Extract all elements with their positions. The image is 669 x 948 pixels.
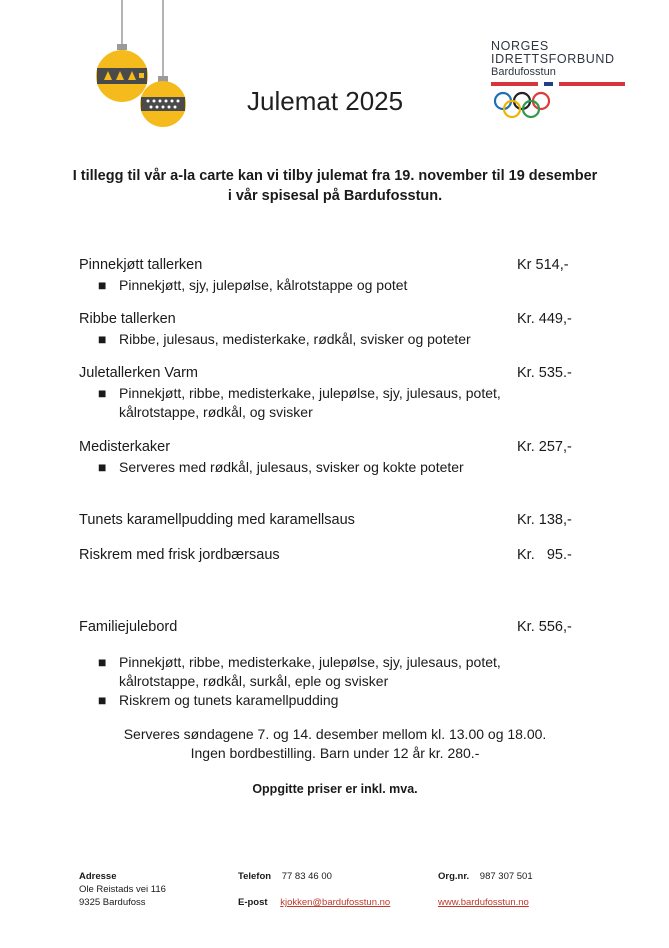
dish-item: Serveres med rødkål, julesaus, svisker og kokte poteter	[119, 459, 464, 475]
flag-stripe	[491, 82, 625, 86]
org-label: Org.nr.	[438, 871, 470, 882]
address-line-1: Ole Reistads vei 116	[79, 884, 166, 895]
dessert-name: Tunets karamellpudding med karamellsaus	[79, 512, 355, 528]
email-link[interactable]: kjokken@bardufosstun.no	[280, 897, 391, 908]
dessert-price: Kr. 138,-	[517, 512, 572, 528]
email-label: E-post	[238, 897, 268, 908]
family-note-line-1: Serveres søndagene 7. og 14. desember mellom kl. 13.00 og 18.00.	[123, 726, 547, 742]
family-name: Familiejulebord	[79, 619, 178, 635]
nif-logo	[491, 40, 631, 124]
olympic-rings-icon	[491, 90, 555, 120]
bullet: ■	[98, 459, 107, 475]
footer-address	[79, 870, 166, 909]
bullet: ■	[98, 277, 107, 293]
family-item: Riskrem og tunets karamellpudding	[119, 692, 339, 708]
dish-name: Ribbe tallerken	[79, 311, 176, 327]
footer-website	[438, 896, 529, 909]
bullet: ■	[98, 331, 107, 347]
dessert-price: Kr. 95.-	[517, 547, 572, 563]
footer-email	[238, 896, 390, 909]
bullet: ■	[98, 692, 107, 708]
dish-name: Juletallerken Varm	[79, 365, 199, 381]
christmas-ornaments-icon	[92, 0, 202, 135]
phone-label: Telefon	[238, 871, 272, 882]
dish-item: Pinnekjøtt, ribbe, medisterkake, julepølse, sjy, julesaus, potet, kålrotstappe, rødkål, og svisker	[119, 385, 501, 420]
family-price: Kr. 556,-	[517, 619, 572, 635]
family-note-line-2: Ingen bordbestilling. Barn under 12 år kr. 280.-	[190, 745, 480, 761]
footer-phone	[238, 870, 332, 883]
logo-line-3: Bardufosstun	[491, 66, 556, 78]
address-label: Adresse	[79, 871, 117, 882]
dessert-name: Riskrem med frisk jordbærsaus	[79, 547, 280, 563]
dish-price: Kr. 449,-	[517, 311, 572, 327]
dish-price: Kr. 257,-	[517, 439, 572, 455]
dish-item: Ribbe, julesaus, medisterkake, rødkål, svisker og poteter	[119, 331, 471, 347]
dish-name: Pinnekjøtt tallerken	[79, 257, 203, 273]
family-item: Pinnekjøtt, ribbe, medisterkake, julepølse, sjy, julesaus, potet, kålrotstappe, rødkål, surkål, eple og svisker	[119, 654, 501, 689]
bullet: ■	[98, 654, 107, 670]
dish-price: Kr 514,-	[517, 257, 569, 273]
page-title: Julemat 2025	[247, 86, 404, 116]
footer-org	[438, 870, 533, 883]
dish-item: Pinnekjøtt, sjy, julepølse, kålrotstappe og potet	[119, 277, 408, 293]
org-value: 987 307 501	[479, 871, 533, 882]
dish-price: Kr. 535.-	[517, 365, 572, 381]
phone-value: 77 83 46 00	[281, 871, 332, 882]
dish-name: Medisterkaker	[79, 439, 171, 455]
bullet: ■	[98, 385, 107, 401]
tax-note: Oppgitte priser er inkl. mva.	[252, 782, 418, 796]
logo-line-2: IDRETTSFORBUND	[491, 52, 615, 66]
website-link[interactable]: www.bardufosstun.no	[438, 897, 529, 908]
logo-line-1: NORGES	[491, 39, 549, 53]
address-line-2: 9325 Bardufoss	[79, 897, 146, 908]
intro-text: I tillegg til vår a-la carte kan vi tilby julemat fra 19. november til 19 desember i vår spisesal på Bardufosstun.	[72, 168, 598, 204]
